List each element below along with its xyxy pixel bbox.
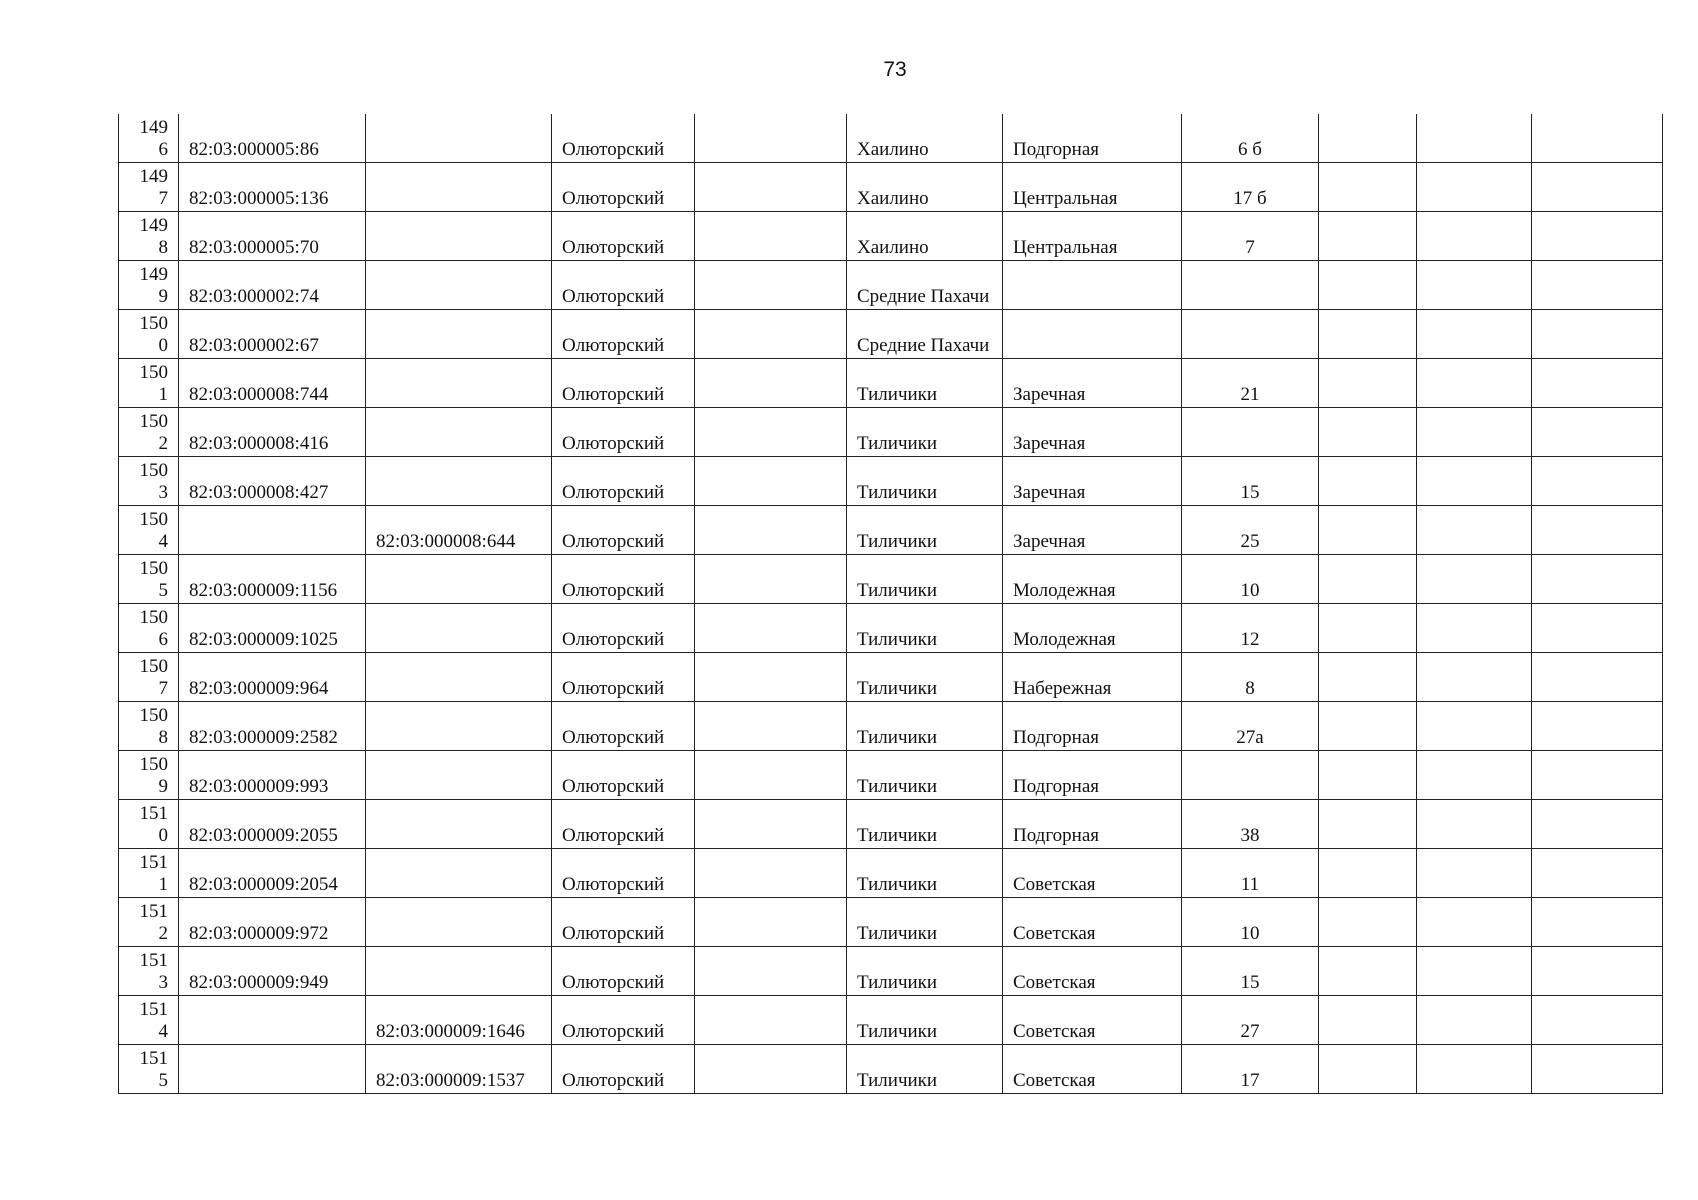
row-number-cell — [119, 702, 179, 751]
empty-cell — [695, 653, 847, 702]
empty-cell — [1319, 604, 1417, 653]
cadastral-number-alt-cell: 82:03:000009:1537 — [366, 1045, 552, 1094]
empty-cell — [1532, 506, 1663, 555]
locality-cell: Хаилино — [847, 163, 1003, 212]
row-number-bottom: 0 — [158, 825, 168, 846]
row-number-bottom: 4 — [158, 531, 168, 552]
cadastral-number-cell: 82:03:000005:86 — [179, 114, 366, 163]
empty-cell — [695, 212, 847, 261]
row-number-cell — [119, 163, 179, 212]
page-number: 73 — [883, 58, 907, 81]
locality-cell: Тиличики — [847, 555, 1003, 604]
row-number-cell — [119, 751, 179, 800]
empty-cell — [1532, 702, 1663, 751]
street-cell: Советская — [1003, 1045, 1182, 1094]
empty-cell — [1532, 457, 1663, 506]
empty-cell — [1532, 604, 1663, 653]
row-number-bottom: 2 — [158, 923, 168, 944]
table-row — [119, 898, 1663, 947]
cadastral-number-alt-cell — [366, 261, 552, 310]
empty-cell — [1319, 310, 1417, 359]
cadastral-number-alt-cell — [366, 359, 552, 408]
row-number-cell — [119, 114, 179, 163]
empty-cell — [1319, 163, 1417, 212]
street-cell: Советская — [1003, 898, 1182, 947]
district-cell: Олюторский — [552, 457, 695, 506]
row-number-bottom: 7 — [158, 678, 168, 699]
empty-cell — [1532, 751, 1663, 800]
table-row — [119, 800, 1663, 849]
house-number-cell: 8 — [1182, 653, 1319, 702]
row-number-bottom: 2 — [158, 433, 168, 454]
empty-cell — [1417, 653, 1532, 702]
empty-cell — [1417, 261, 1532, 310]
row-number-cell — [119, 261, 179, 310]
empty-cell — [695, 506, 847, 555]
cadastral-number-alt-cell — [366, 800, 552, 849]
locality-cell: Тиличики — [847, 604, 1003, 653]
empty-cell — [695, 947, 847, 996]
locality-cell: Тиличики — [847, 457, 1003, 506]
table-row — [119, 261, 1663, 310]
empty-cell — [1319, 653, 1417, 702]
street-cell: Центральная — [1003, 212, 1182, 261]
row-number-cell — [119, 310, 179, 359]
street-cell: Подгорная — [1003, 751, 1182, 800]
cadastral-number-cell: 82:03:000008:427 — [179, 457, 366, 506]
empty-cell — [1532, 653, 1663, 702]
registry-body — [119, 114, 1663, 1094]
row-number-bottom: 3 — [158, 482, 168, 503]
locality-cell: Тиличики — [847, 800, 1003, 849]
row-number-bottom: 3 — [158, 972, 168, 993]
row-number-cell — [119, 898, 179, 947]
row-number-bottom: 1 — [158, 384, 168, 405]
cadastral-number-cell — [179, 506, 366, 555]
cadastral-number-cell: 82:03:000002:67 — [179, 310, 366, 359]
district-cell: Олюторский — [552, 163, 695, 212]
empty-cell — [1532, 261, 1663, 310]
cadastral-number-cell: 82:03:000005:70 — [179, 212, 366, 261]
empty-cell — [1319, 898, 1417, 947]
empty-cell — [1417, 898, 1532, 947]
street-cell: Подгорная — [1003, 800, 1182, 849]
row-number-top: 151 — [139, 803, 168, 824]
street-cell: Подгорная — [1003, 702, 1182, 751]
table-row — [119, 1045, 1663, 1094]
cadastral-number-cell: 82:03:000009:1025 — [179, 604, 366, 653]
row-number-cell — [119, 408, 179, 457]
registry-table — [118, 114, 1663, 1094]
district-cell: Олюторский — [552, 653, 695, 702]
row-number-top: 149 — [139, 264, 168, 285]
locality-cell: Средние Пахачи — [847, 310, 1003, 359]
house-number-cell: 6 б — [1182, 114, 1319, 163]
cadastral-number-cell — [179, 996, 366, 1045]
house-number-cell: 27а — [1182, 702, 1319, 751]
row-number-cell — [119, 800, 179, 849]
locality-cell: Тиличики — [847, 751, 1003, 800]
row-number-cell — [119, 457, 179, 506]
empty-cell — [695, 555, 847, 604]
empty-cell — [1319, 359, 1417, 408]
street-cell: Заречная — [1003, 408, 1182, 457]
empty-cell — [1319, 800, 1417, 849]
house-number-cell: 38 — [1182, 800, 1319, 849]
street-cell: Молодежная — [1003, 555, 1182, 604]
row-number-top: 150 — [139, 705, 168, 726]
table-row — [119, 653, 1663, 702]
street-cell: Советская — [1003, 947, 1182, 996]
empty-cell — [695, 996, 847, 1045]
empty-cell — [1532, 310, 1663, 359]
cadastral-number-alt-cell: 82:03:000008:644 — [366, 506, 552, 555]
table-row — [119, 310, 1663, 359]
cadastral-number-alt-cell — [366, 310, 552, 359]
empty-cell — [695, 702, 847, 751]
district-cell: Олюторский — [552, 408, 695, 457]
empty-cell — [1417, 457, 1532, 506]
locality-cell: Тиличики — [847, 359, 1003, 408]
empty-cell — [1532, 849, 1663, 898]
empty-cell — [1319, 751, 1417, 800]
empty-cell — [1319, 457, 1417, 506]
empty-cell — [1319, 114, 1417, 163]
house-number-cell: 17 — [1182, 1045, 1319, 1094]
street-cell: Набережная — [1003, 653, 1182, 702]
table-row — [119, 604, 1663, 653]
district-cell: Олюторский — [552, 996, 695, 1045]
house-number-cell: 7 — [1182, 212, 1319, 261]
district-cell: Олюторский — [552, 1045, 695, 1094]
row-number-top: 151 — [139, 1048, 168, 1069]
row-number-top: 151 — [139, 950, 168, 971]
empty-cell — [1532, 1045, 1663, 1094]
cadastral-number-cell: 82:03:000009:2054 — [179, 849, 366, 898]
table-row — [119, 751, 1663, 800]
district-cell: Олюторский — [552, 359, 695, 408]
district-cell: Олюторский — [552, 947, 695, 996]
cadastral-number-cell: 82:03:000009:993 — [179, 751, 366, 800]
empty-cell — [1417, 947, 1532, 996]
street-cell — [1003, 261, 1182, 310]
cadastral-number-cell: 82:03:000005:136 — [179, 163, 366, 212]
empty-cell — [1417, 1045, 1532, 1094]
cadastral-number-alt-cell — [366, 555, 552, 604]
district-cell: Олюторский — [552, 212, 695, 261]
empty-cell — [1532, 163, 1663, 212]
cadastral-number-alt-cell — [366, 702, 552, 751]
house-number-cell: 10 — [1182, 898, 1319, 947]
empty-cell — [695, 898, 847, 947]
locality-cell: Тиличики — [847, 898, 1003, 947]
row-number-top: 149 — [139, 215, 168, 236]
table-row — [119, 212, 1663, 261]
empty-cell — [1319, 506, 1417, 555]
row-number-top: 150 — [139, 607, 168, 628]
row-number-cell — [119, 849, 179, 898]
empty-cell — [1417, 114, 1532, 163]
cadastral-number-alt-cell: 82:03:000009:1646 — [366, 996, 552, 1045]
empty-cell — [695, 359, 847, 408]
district-cell: Олюторский — [552, 310, 695, 359]
row-number-top: 150 — [139, 754, 168, 775]
empty-cell — [1319, 212, 1417, 261]
table-row — [119, 947, 1663, 996]
empty-cell — [1319, 702, 1417, 751]
row-number-top: 150 — [139, 656, 168, 677]
table-row — [119, 114, 1663, 163]
empty-cell — [1532, 996, 1663, 1045]
cadastral-number-alt-cell — [366, 408, 552, 457]
street-cell: Заречная — [1003, 457, 1182, 506]
row-number-cell — [119, 506, 179, 555]
table-row — [119, 555, 1663, 604]
district-cell: Олюторский — [552, 702, 695, 751]
empty-cell — [695, 849, 847, 898]
house-number-cell: 15 — [1182, 947, 1319, 996]
empty-cell — [1417, 555, 1532, 604]
house-number-cell: 17 б — [1182, 163, 1319, 212]
locality-cell: Тиличики — [847, 849, 1003, 898]
street-cell: Советская — [1003, 849, 1182, 898]
row-number-top: 149 — [139, 166, 168, 187]
row-number-bottom: 5 — [158, 580, 168, 601]
house-number-cell — [1182, 751, 1319, 800]
street-cell — [1003, 310, 1182, 359]
row-number-cell — [119, 947, 179, 996]
house-number-cell: 15 — [1182, 457, 1319, 506]
street-cell: Заречная — [1003, 359, 1182, 408]
empty-cell — [1319, 849, 1417, 898]
empty-cell — [1532, 408, 1663, 457]
cadastral-number-cell: 82:03:000008:416 — [179, 408, 366, 457]
row-number-top: 150 — [139, 558, 168, 579]
empty-cell — [1532, 947, 1663, 996]
empty-cell — [1417, 359, 1532, 408]
district-cell: Олюторский — [552, 604, 695, 653]
house-number-cell: 27 — [1182, 996, 1319, 1045]
house-number-cell: 25 — [1182, 506, 1319, 555]
cadastral-number-alt-cell — [366, 947, 552, 996]
empty-cell — [1319, 1045, 1417, 1094]
empty-cell — [695, 261, 847, 310]
empty-cell — [1417, 212, 1532, 261]
house-number-cell: 12 — [1182, 604, 1319, 653]
empty-cell — [1417, 751, 1532, 800]
empty-cell — [1417, 996, 1532, 1045]
row-number-top: 150 — [139, 362, 168, 383]
empty-cell — [1532, 114, 1663, 163]
empty-cell — [1319, 947, 1417, 996]
row-number-top: 150 — [139, 411, 168, 432]
cadastral-number-alt-cell — [366, 849, 552, 898]
cadastral-number-cell: 82:03:000009:2055 — [179, 800, 366, 849]
row-number-top: 150 — [139, 509, 168, 530]
house-number-cell: 21 — [1182, 359, 1319, 408]
row-number-bottom: 9 — [158, 286, 168, 307]
street-cell: Заречная — [1003, 506, 1182, 555]
district-cell: Олюторский — [552, 555, 695, 604]
empty-cell — [1417, 702, 1532, 751]
empty-cell — [1417, 604, 1532, 653]
empty-cell — [1319, 261, 1417, 310]
table-row — [119, 702, 1663, 751]
empty-cell — [1319, 555, 1417, 604]
row-number-cell — [119, 604, 179, 653]
locality-cell: Средние Пахачи — [847, 261, 1003, 310]
table-row — [119, 359, 1663, 408]
empty-cell — [1417, 408, 1532, 457]
locality-cell: Тиличики — [847, 653, 1003, 702]
row-number-top: 149 — [139, 117, 168, 138]
row-number-cell — [119, 359, 179, 408]
empty-cell — [695, 408, 847, 457]
locality-cell: Тиличики — [847, 947, 1003, 996]
row-number-bottom: 5 — [158, 1070, 168, 1091]
locality-cell: Тиличики — [847, 506, 1003, 555]
empty-cell — [695, 457, 847, 506]
district-cell: Олюторский — [552, 898, 695, 947]
row-number-bottom: 9 — [158, 776, 168, 797]
cadastral-number-cell: 82:03:000009:949 — [179, 947, 366, 996]
empty-cell — [695, 163, 847, 212]
row-number-bottom: 6 — [158, 139, 168, 160]
empty-cell — [1417, 163, 1532, 212]
street-cell: Молодежная — [1003, 604, 1182, 653]
street-cell: Центральная — [1003, 163, 1182, 212]
row-number-cell — [119, 555, 179, 604]
street-cell: Подгорная — [1003, 114, 1182, 163]
row-number-bottom: 8 — [158, 727, 168, 748]
row-number-bottom: 8 — [158, 237, 168, 258]
cadastral-number-cell: 82:03:000008:744 — [179, 359, 366, 408]
row-number-top: 151 — [139, 999, 168, 1020]
row-number-bottom: 1 — [158, 874, 168, 895]
cadastral-number-alt-cell — [366, 898, 552, 947]
district-cell: Олюторский — [552, 114, 695, 163]
row-number-cell — [119, 212, 179, 261]
table-row — [119, 457, 1663, 506]
locality-cell: Тиличики — [847, 702, 1003, 751]
cadastral-number-alt-cell — [366, 653, 552, 702]
locality-cell: Тиличики — [847, 408, 1003, 457]
empty-cell — [1417, 506, 1532, 555]
empty-cell — [695, 310, 847, 359]
cadastral-number-cell: 82:03:000009:2582 — [179, 702, 366, 751]
row-number-bottom: 4 — [158, 1021, 168, 1042]
empty-cell — [695, 1045, 847, 1094]
house-number-cell — [1182, 310, 1319, 359]
empty-cell — [1532, 555, 1663, 604]
table-row — [119, 408, 1663, 457]
cadastral-number-alt-cell — [366, 163, 552, 212]
row-number-cell — [119, 653, 179, 702]
empty-cell — [1532, 898, 1663, 947]
row-number-cell — [119, 996, 179, 1045]
cadastral-number-cell: 82:03:000009:972 — [179, 898, 366, 947]
district-cell: Олюторский — [552, 506, 695, 555]
cadastral-number-cell: 82:03:000009:1156 — [179, 555, 366, 604]
cadastral-number-alt-cell — [366, 114, 552, 163]
table-row — [119, 163, 1663, 212]
district-cell: Олюторский — [552, 751, 695, 800]
district-cell: Олюторский — [552, 849, 695, 898]
street-cell: Советская — [1003, 996, 1182, 1045]
empty-cell — [1417, 849, 1532, 898]
empty-cell — [695, 604, 847, 653]
house-number-cell: 10 — [1182, 555, 1319, 604]
cadastral-number-alt-cell — [366, 212, 552, 261]
empty-cell — [695, 114, 847, 163]
empty-cell — [1532, 800, 1663, 849]
empty-cell — [1532, 359, 1663, 408]
cadastral-number-cell: 82:03:000002:74 — [179, 261, 366, 310]
cadastral-number-alt-cell — [366, 751, 552, 800]
locality-cell: Хаилино — [847, 114, 1003, 163]
district-cell: Олюторский — [552, 261, 695, 310]
row-number-top: 150 — [139, 460, 168, 481]
row-number-cell — [119, 1045, 179, 1094]
locality-cell: Тиличики — [847, 996, 1003, 1045]
row-number-bottom: 0 — [158, 335, 168, 356]
empty-cell — [1417, 310, 1532, 359]
house-number-cell: 11 — [1182, 849, 1319, 898]
row-number-top: 150 — [139, 313, 168, 334]
row-number-top: 151 — [139, 901, 168, 922]
table-row — [119, 506, 1663, 555]
cadastral-number-cell: 82:03:000009:964 — [179, 653, 366, 702]
empty-cell — [1319, 408, 1417, 457]
district-cell: Олюторский — [552, 800, 695, 849]
cadastral-number-cell — [179, 1045, 366, 1094]
locality-cell: Хаилино — [847, 212, 1003, 261]
row-number-bottom: 6 — [158, 629, 168, 650]
cadastral-number-alt-cell — [366, 457, 552, 506]
house-number-cell — [1182, 261, 1319, 310]
row-number-top: 151 — [139, 852, 168, 873]
empty-cell — [695, 751, 847, 800]
empty-cell — [695, 800, 847, 849]
row-number-bottom: 7 — [158, 188, 168, 209]
empty-cell — [1532, 212, 1663, 261]
empty-cell — [1417, 800, 1532, 849]
cadastral-number-alt-cell — [366, 604, 552, 653]
locality-cell: Тиличики — [847, 1045, 1003, 1094]
table-row — [119, 849, 1663, 898]
house-number-cell — [1182, 408, 1319, 457]
table-row — [119, 996, 1663, 1045]
empty-cell — [1319, 996, 1417, 1045]
